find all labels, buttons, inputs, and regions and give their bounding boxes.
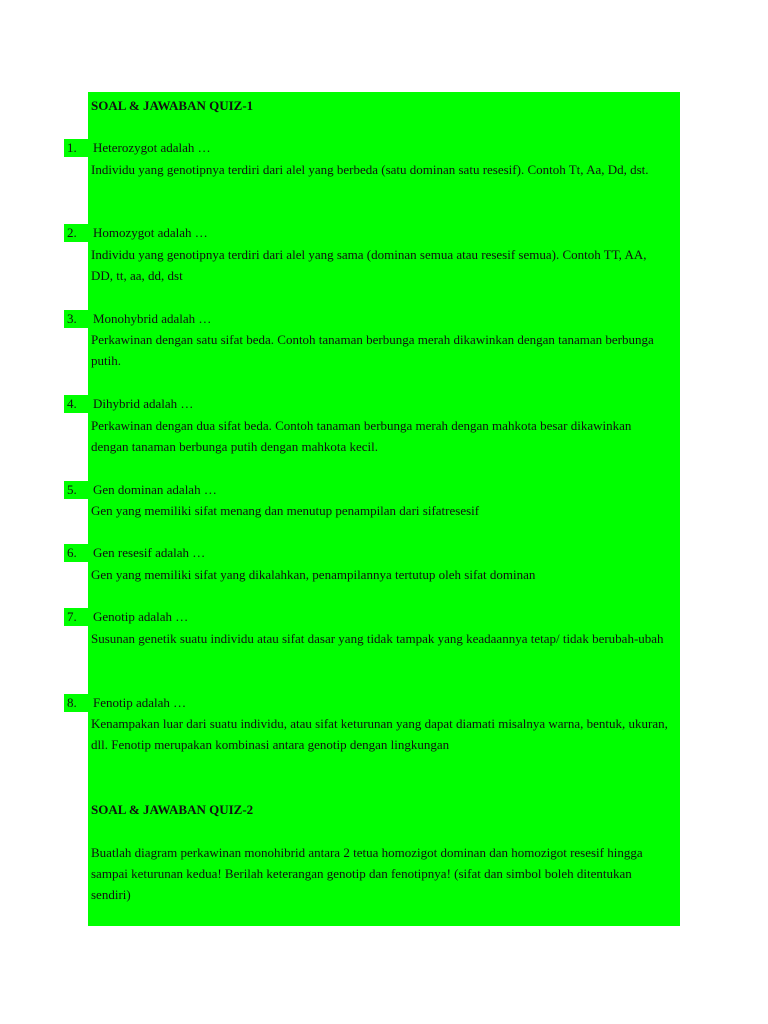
question-row-8 xyxy=(64,694,680,712)
question-row-6 xyxy=(64,544,680,562)
question-text: Dihybrid adalah … xyxy=(93,396,194,411)
question-text: Gen resesif adalah … xyxy=(93,545,206,560)
question-number: 8. xyxy=(67,695,77,710)
question-number: 7. xyxy=(67,609,77,624)
question-row-2 xyxy=(64,224,680,242)
quiz1-title: SOAL & JAWABAN QUIZ-1 xyxy=(91,98,254,113)
answer-text-1: Individu yang genotipnya terdiri dari alel yang berbeda (satu dominan satu resesif). Contoh Tt, Aa, Dd, dst. xyxy=(91,162,649,177)
question-number: 2. xyxy=(67,225,77,240)
question-number: 6. xyxy=(67,545,77,560)
question-text: Fenotip adalah … xyxy=(93,695,187,710)
question-row-7 xyxy=(64,608,680,626)
question-row-1 xyxy=(64,139,680,157)
answer-text-3: Perkawinan dengan satu sifat beda. Contoh tanaman berbunga merah dikawinkan dengan tanaman berbunga putih. xyxy=(91,332,654,368)
question-number: 5. xyxy=(67,482,77,497)
question-text: Gen dominan adalah … xyxy=(93,482,217,497)
question-row-4 xyxy=(64,395,680,413)
answer-text-6: Gen yang memiliki sifat yang dikalahkan, penampilannya tertutup oleh sifat dominan xyxy=(91,567,536,582)
answer-text-7: Susunan genetik suatu individu atau sifat dasar yang tidak tampak yang keadaannya tetap/ tidak berubah-ubah xyxy=(91,631,664,646)
question-number: 4. xyxy=(67,396,77,411)
question-text: Genotip adalah … xyxy=(93,609,189,624)
question-row-5 xyxy=(64,481,680,499)
answer-text-5: Gen yang memiliki sifat menang dan menutup penampilan dari sifatresesif xyxy=(91,503,480,518)
question-text: Monohybrid adalah … xyxy=(93,311,212,326)
quiz2-question-text: Buatlah diagram perkawinan monohibrid antara 2 tetua homozigot dominan dan homozigot resesif hingga sampai keturunan kedua! Berilah keterangan genotip dan fenotipnya! (sifat dan simbol boleh ditentukan sendiri) xyxy=(91,845,643,902)
quiz2-title: SOAL & JAWABAN QUIZ-2 xyxy=(91,802,254,817)
answer-text-4: Perkawinan dengan dua sifat beda. Contoh tanaman berbunga merah dengan mahkota besar dikawinkan dengan tanaman berbunga putih dengan mahkota kecil. xyxy=(91,418,632,454)
question-text: Homozygot adalah … xyxy=(93,225,208,240)
question-row-3 xyxy=(64,310,680,328)
question-text: Heterozygot adalah … xyxy=(93,140,211,155)
answer-text-2: Individu yang genotipnya terdiri dari alel yang sama (dominan semua atau resesif semua). Contoh TT, AA, DD, tt, aa, dd, dst xyxy=(91,247,647,283)
answer-text-8: Kenampakan luar dari suatu individu, atau sifat keturunan yang dapat diamati misalnya warna, bentuk, ukuran, dll. Fenotip merupakan kombinasi antara genotip dengan lingkungan xyxy=(91,716,668,752)
question-number: 3. xyxy=(67,311,77,326)
question-number: 1. xyxy=(67,140,77,155)
